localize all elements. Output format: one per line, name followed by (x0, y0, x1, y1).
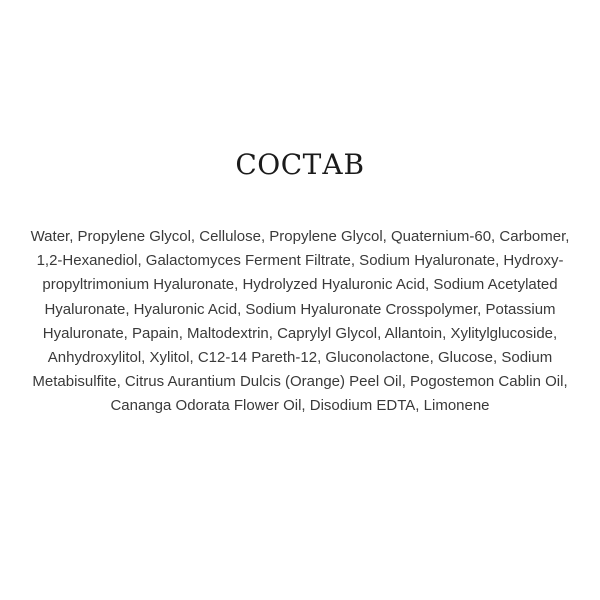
section-title: СОСТАВ (235, 148, 365, 181)
ingredients-list: Water, Propylene Glycol, Cellulose, Propylene Glycol, Quaternium-60, Carbomer, 1,2-Hexanediol, Galactomyces Ferment Filtrate, Sodium Hyaluronate, Hydroxy-propyltrimonium Hyaluronate, Hydrolyzed Hyaluronic Acid, Sodium Acetylated Hyaluronate, Hyaluronic Acid, Sodium Hyaluronate Crosspolymer, Potassium Hyaluronate, Papain, Maltodextrin, Caprylyl Glycol, Allantoin, Xylitylglucoside, Anhydroxylitol, Xylitol, C12-14 Pareth-12, Gluconolactone, Glucose, Sodium Metabisulfite, Citrus Aurantium Dulcis (Orange) Peel Oil, Pogostemon Cablin Oil, Cananga Odorata Flower Oil, Disodium EDTA, Limonene (30, 228, 570, 415)
